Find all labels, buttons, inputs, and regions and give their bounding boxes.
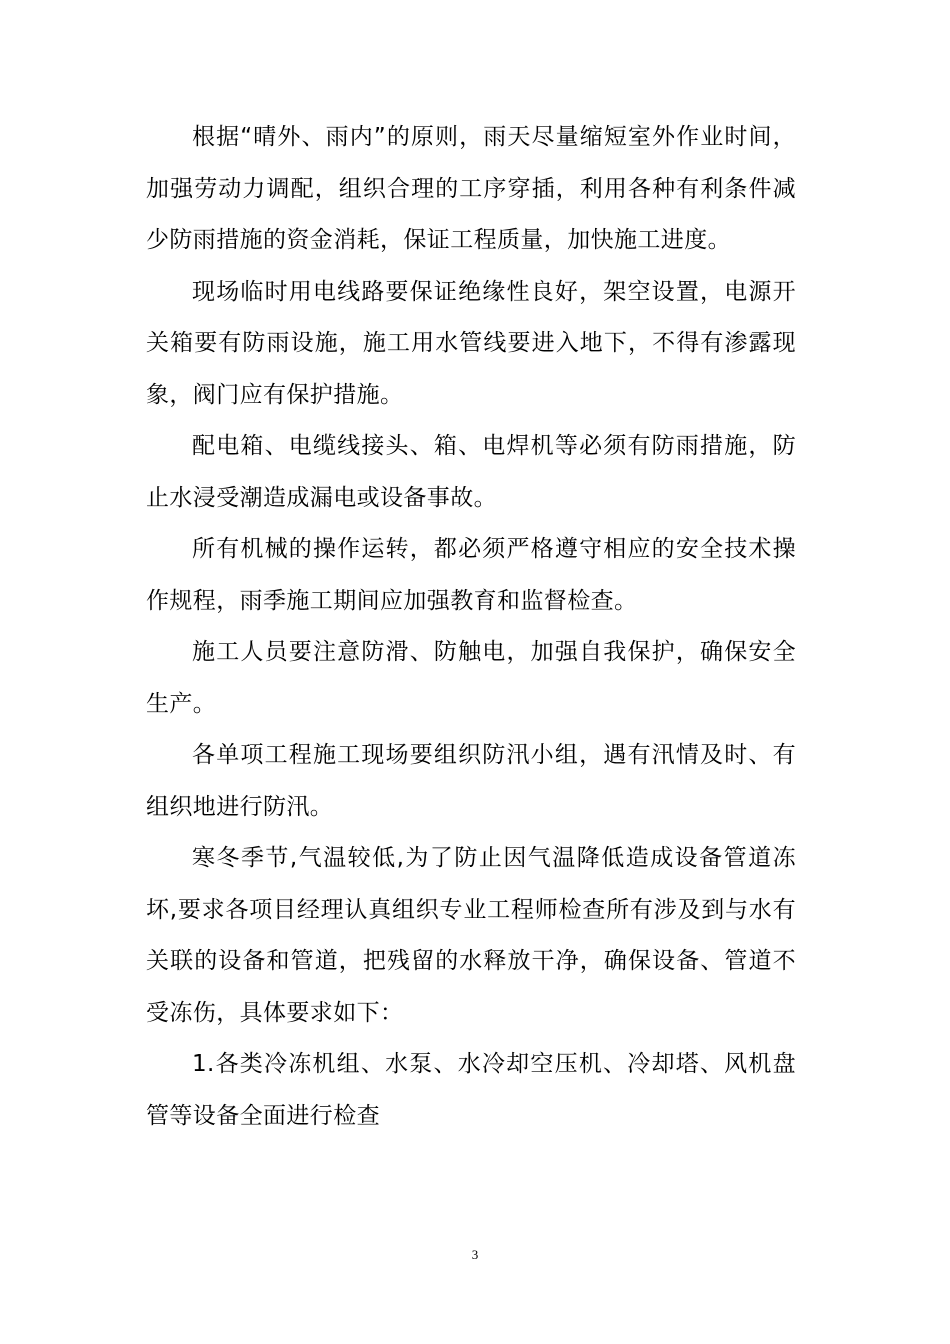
paragraph-worker-safety: 施工人员要注意防滑、防触电，加强自我保护，确保安全生产。 xyxy=(146,639,796,717)
paragraph-machinery-operation: 所有机械的操作运转，都必须严格遵守相应的安全技术操作规程，雨季施工期间应加强教育和监督检查。 xyxy=(146,536,796,614)
document-body xyxy=(146,112,796,1142)
paragraph-equipment-inspection: 1.各类冷冻机组、水泵、水冷却空压机、冷却塔、风机盘管等设备全面进行检查 xyxy=(146,1051,796,1129)
paragraph-rain-principle: 根据“晴外、雨内”的原则，雨天尽量缩短室外作业时间，加强劳动力调配，组织合理的工序穿插，利用各种有利条件减少防雨措施的资金消耗，保证工程质量，加快施工进度。 xyxy=(146,124,796,253)
paragraph-winter-season: 寒冬季节,气温较低,为了防止因气温降低造成设备管道冻坏,要求各项目经理认真组织专业工程师检查所有涉及到与水有关联的设备和管道，把残留的水释放干净，确保设备、管道不受冻伤，具体要求如下： xyxy=(146,845,796,1026)
page-number: 3 xyxy=(471,1247,479,1262)
paragraph-flood-control: 各单项工程施工现场要组织防汛小组，遇有汛情及时、有组织地进行防汛。 xyxy=(146,742,796,820)
paragraph-distribution-box: 配电箱、电缆线接头、箱、电焊机等必须有防雨措施，防止水浸受潮造成漏电或设备事故。 xyxy=(146,433,796,511)
paragraph-temporary-power: 现场临时用电线路要保证绝缘性良好，架空设置，电源开关箱要有防雨设施，施工用水管线要进入地下，不得有渗露现象，阀门应有保护措施。 xyxy=(146,278,796,408)
